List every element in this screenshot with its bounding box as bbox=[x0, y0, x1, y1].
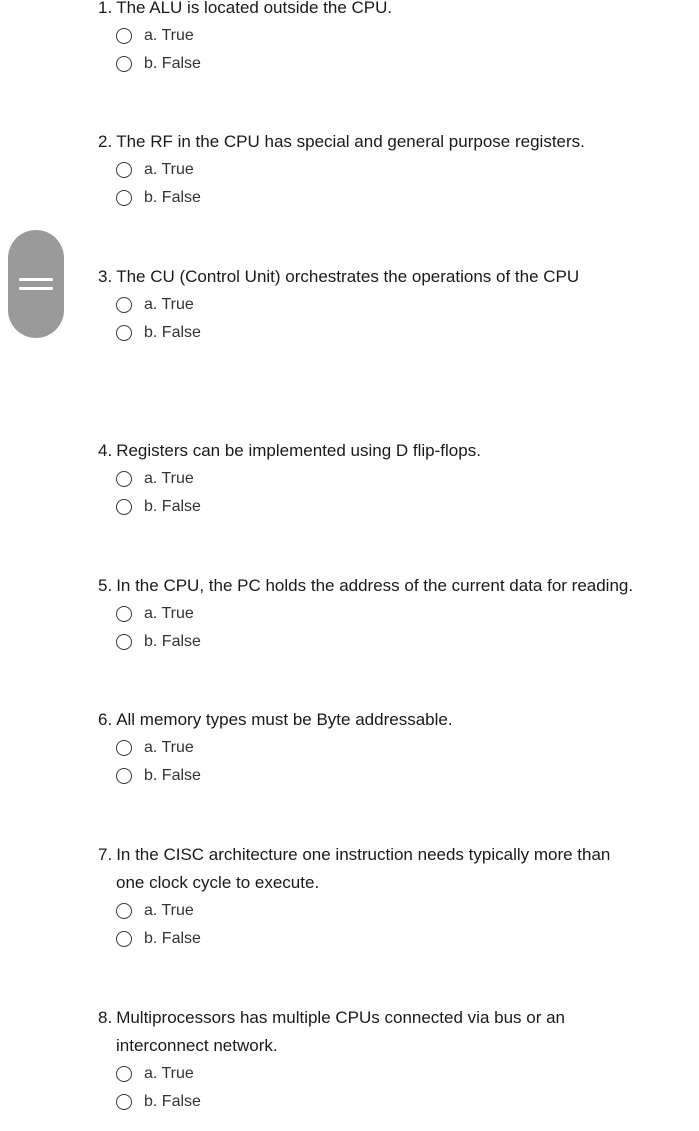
radio-button[interactable] bbox=[116, 931, 132, 947]
question-6 bbox=[98, 706, 658, 790]
radio-button[interactable] bbox=[116, 1066, 132, 1082]
question-5-text bbox=[98, 572, 688, 600]
radio-button[interactable] bbox=[116, 740, 132, 756]
option-false[interactable] bbox=[116, 319, 658, 347]
question-4-text bbox=[98, 437, 658, 465]
question-1-text bbox=[98, 0, 658, 22]
question-3 bbox=[98, 263, 658, 347]
option-true[interactable] bbox=[116, 1060, 658, 1088]
option-label: b. False bbox=[144, 633, 201, 650]
option-true[interactable] bbox=[116, 156, 658, 184]
option-true[interactable] bbox=[116, 600, 688, 628]
option-false[interactable] bbox=[116, 184, 658, 212]
option-label: a. True bbox=[144, 739, 194, 756]
option-label: a. True bbox=[144, 296, 194, 313]
radio-button[interactable] bbox=[116, 325, 132, 341]
drag-handle-icon bbox=[19, 273, 53, 295]
radio-button[interactable] bbox=[116, 471, 132, 487]
option-true[interactable] bbox=[116, 291, 658, 319]
question-8-text bbox=[98, 1004, 658, 1032]
question-7-text bbox=[98, 841, 658, 869]
question-statement: Multiprocessors has multiple CPUs connected via bus or an bbox=[116, 1008, 566, 1027]
question-statement-continued: interconnect network. bbox=[116, 1036, 278, 1055]
question-number: 6. bbox=[98, 710, 113, 729]
question-statement-continued: one clock cycle to execute. bbox=[116, 873, 320, 892]
question-8 bbox=[98, 1004, 658, 1116]
question-2 bbox=[98, 128, 658, 212]
question-number: 7. bbox=[98, 845, 113, 864]
option-false[interactable] bbox=[116, 1088, 658, 1116]
option-true[interactable] bbox=[116, 22, 658, 50]
question-number: 5. bbox=[98, 576, 113, 595]
question-number: 2. bbox=[98, 132, 113, 151]
option-label: b. False bbox=[144, 55, 201, 72]
question-7-text-continued bbox=[98, 869, 658, 897]
question-number: 1. bbox=[98, 0, 113, 17]
option-label: b. False bbox=[144, 324, 201, 341]
question-statement: In the CPU, the PC holds the address of the current data for reading. bbox=[116, 576, 634, 595]
question-statement: In the CISC architecture one instruction needs typically more than bbox=[116, 845, 611, 864]
radio-button[interactable] bbox=[116, 606, 132, 622]
radio-button[interactable] bbox=[116, 903, 132, 919]
question-statement: The RF in the CPU has special and general purpose registers. bbox=[116, 132, 585, 151]
option-label: b. False bbox=[144, 767, 201, 784]
question-number: 4. bbox=[98, 441, 113, 460]
option-true[interactable] bbox=[116, 465, 658, 493]
question-2-text bbox=[98, 128, 658, 156]
radio-button[interactable] bbox=[116, 1094, 132, 1110]
radio-button[interactable] bbox=[116, 162, 132, 178]
option-false[interactable] bbox=[116, 762, 658, 790]
question-number: 3. bbox=[98, 267, 113, 286]
radio-button[interactable] bbox=[116, 297, 132, 313]
option-false[interactable] bbox=[116, 50, 658, 78]
question-3-text bbox=[98, 263, 658, 291]
question-5 bbox=[98, 572, 688, 656]
option-label: a. True bbox=[144, 605, 194, 622]
question-statement: All memory types must be Byte addressable. bbox=[116, 710, 453, 729]
question-1 bbox=[98, 0, 658, 78]
question-statement: The CU (Control Unit) orchestrates the operations of the CPU bbox=[116, 267, 580, 286]
radio-button[interactable] bbox=[116, 190, 132, 206]
radio-button[interactable] bbox=[116, 768, 132, 784]
option-label: b. False bbox=[144, 1093, 201, 1110]
radio-button[interactable] bbox=[116, 28, 132, 44]
radio-button[interactable] bbox=[116, 499, 132, 515]
option-label: b. False bbox=[144, 930, 201, 947]
question-4 bbox=[98, 437, 658, 521]
option-label: a. True bbox=[144, 27, 194, 44]
option-false[interactable] bbox=[116, 628, 688, 656]
option-label: a. True bbox=[144, 470, 194, 487]
question-statement: Registers can be implemented using D flip-flops. bbox=[116, 441, 481, 460]
option-label: a. True bbox=[144, 902, 194, 919]
option-true[interactable] bbox=[116, 734, 658, 762]
option-label: b. False bbox=[144, 189, 201, 206]
question-6-text bbox=[98, 706, 658, 734]
option-label: b. False bbox=[144, 498, 201, 515]
radio-button[interactable] bbox=[116, 634, 132, 650]
option-label: a. True bbox=[144, 1065, 194, 1082]
question-8-text-continued bbox=[98, 1032, 658, 1060]
option-true[interactable] bbox=[116, 897, 658, 925]
side-panel-handle[interactable] bbox=[8, 230, 64, 338]
option-false[interactable] bbox=[116, 493, 658, 521]
question-statement: The ALU is located outside the CPU. bbox=[116, 0, 393, 17]
question-7 bbox=[98, 841, 658, 953]
option-false[interactable] bbox=[116, 925, 658, 953]
question-number: 8. bbox=[98, 1008, 113, 1027]
radio-button[interactable] bbox=[116, 56, 132, 72]
option-label: a. True bbox=[144, 161, 194, 178]
